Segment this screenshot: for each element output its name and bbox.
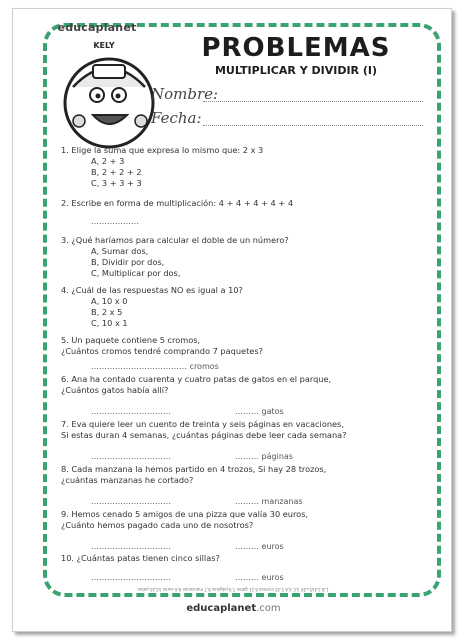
q3-option-c: C, Multiplicar por dos, xyxy=(91,268,181,278)
q8-answer-right: ……… manzanas xyxy=(235,497,303,506)
question-5-line-2: ¿Cuántos cromos tendré comprando 7 paquetes? xyxy=(61,346,263,356)
question-9-line-1: 9. Hemos cenado 5 amigos de una pizza que valía 30 euros, xyxy=(61,509,309,519)
footer-brand-suffix: .com xyxy=(256,603,281,614)
q4-option-c: C, 10 x 1 xyxy=(91,318,128,328)
date-field[interactable] xyxy=(151,109,423,129)
question-7-line-1: 7. Eva quiere leer un cuento de treinta y seis páginas en vacaciones, xyxy=(61,419,344,429)
q8-answer-left[interactable]: ………………………… xyxy=(91,497,171,506)
question-8-line-1: 8. Cada manzana la hemos partido en 4 trozos, Si hay 28 trozos, xyxy=(61,464,327,474)
question-3: 3. ¿Qué haríamos para calcular el doble de un número? xyxy=(61,235,289,245)
mascot-name: KELY xyxy=(93,41,115,50)
name-line xyxy=(203,101,423,102)
q7-answer-left[interactable]: ………………………… xyxy=(91,452,171,461)
question-4: 4. ¿Cuál de las respuestas NO es igual a 10? xyxy=(61,285,243,295)
q4-option-a: A, 10 x 0 xyxy=(91,296,128,306)
date-label: Fecha: xyxy=(151,109,202,127)
q2-answer-line[interactable]: ……………… xyxy=(91,217,139,226)
name-label: Nombre: xyxy=(151,85,219,103)
q9-answer-right: ……… euros xyxy=(235,542,284,551)
q1-option-b: B, 2 + 2 + 2 xyxy=(91,167,142,177)
upside-down-answers: 1,B 2,4x5=20 3,C 4,A 5,35 cromos 6,11 gatos 7,9 páginas 8,7 manzanas 9,6 euros 10,20 patas xyxy=(137,587,329,592)
q9-answer-left[interactable]: ………………………… xyxy=(91,542,171,551)
name-field[interactable] xyxy=(151,85,423,105)
q6-answer-left[interactable]: ………………………… xyxy=(91,407,171,416)
q1-option-c: C, 3 + 3 + 3 xyxy=(91,178,142,188)
q6-answer-right: ……… gatos xyxy=(235,407,284,416)
page-title: PROBLEMAS xyxy=(201,33,391,63)
brand-text: educaplanet xyxy=(57,21,137,34)
kely-mascot-logo xyxy=(59,35,159,153)
question-6-line-2: ¿Cuántos gatos había allí? xyxy=(61,385,169,395)
question-6-line-1: 6. Ana ha contado cuarenta y cuatro patas de gatos en el parque, xyxy=(61,374,332,384)
question-9-line-2: ¿Cuánto hemos pagado cada uno de nosotros? xyxy=(61,520,254,530)
page-subtitle: MULTIPLICAR Y DIVIDIR (I) xyxy=(214,64,377,77)
question-7-line-2: Si estas duran 4 semanas, ¿cuántas páginas debe leer cada semana? xyxy=(61,430,347,440)
date-line xyxy=(203,125,423,126)
question-10: 10. ¿Cuántas patas tienen cinco sillas? xyxy=(61,553,220,563)
question-5-line-1: 5. Un paquete contiene 5 cromos, xyxy=(61,335,201,345)
q4-option-b: B, 2 x 5 xyxy=(91,307,123,317)
q3-option-a: A, Sumar dos, xyxy=(91,246,149,256)
footer-brand[interactable] xyxy=(0,603,467,614)
q5-answer-line[interactable]: ……………………………… cromos xyxy=(91,362,219,371)
q10-answer-right: ……… euros xyxy=(235,573,284,582)
footer-brand-main: educaplanet xyxy=(186,603,257,614)
question-1: 1. Elige la suma que expresa lo mismo que: 2 x 3 xyxy=(61,145,264,155)
q1-option-a: A, 2 + 3 xyxy=(91,156,125,166)
q7-answer-right: ……… páginas xyxy=(235,452,293,461)
worksheet-page xyxy=(12,8,452,632)
q3-option-b: B, Dividir por dos, xyxy=(91,257,165,267)
question-8-line-2: ¿cuántas manzanas he cortado? xyxy=(61,475,194,485)
question-2: 2. Escribe en forma de multiplicación: 4 + 4 + 4 + 4 + 4 xyxy=(61,198,294,208)
q10-answer-left[interactable]: ………………………… xyxy=(91,573,171,582)
